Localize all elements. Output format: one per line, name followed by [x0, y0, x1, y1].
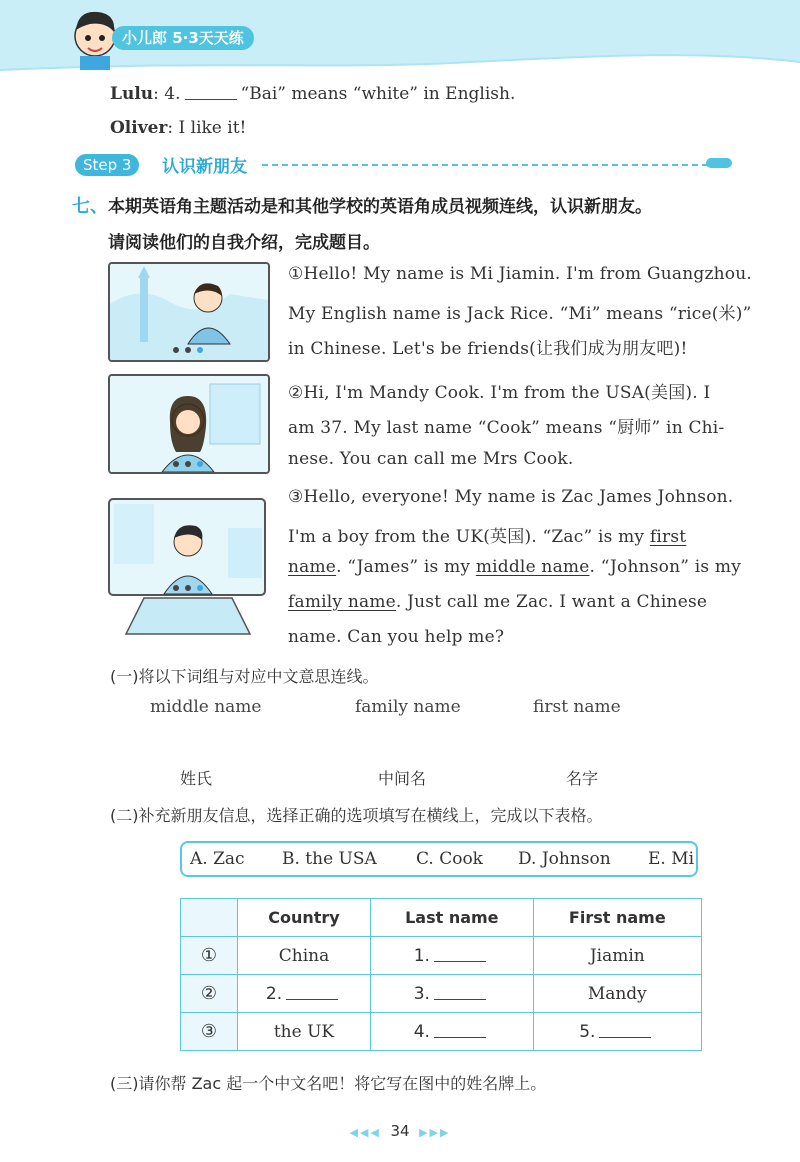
intro-3-text: . Just call me Zac. I want a Chinese	[395, 592, 708, 612]
step-title: 认识新朋友	[162, 157, 247, 177]
cell-first-name: Mandy	[533, 975, 701, 1013]
option-a: A. Zac	[190, 849, 245, 869]
intro-3-line-4	[288, 592, 707, 612]
table-row	[181, 975, 702, 1013]
speaker-lulu: Lulu	[110, 84, 154, 104]
option-d: D. Johnson	[518, 849, 611, 869]
answer-blank-4-table[interactable]	[434, 1036, 486, 1038]
dialog-text-oliver: I like it!	[178, 118, 247, 138]
intro-3-line-3	[288, 557, 741, 577]
pencil-icon	[706, 158, 732, 168]
step-divider	[262, 164, 708, 166]
option-e: E. Mi	[648, 849, 695, 869]
match-meaning-given-name[interactable]: 名字	[566, 769, 599, 788]
page-number-footer	[0, 1122, 800, 1140]
blank-number-1: 1.	[413, 945, 430, 966]
cell-last-name	[370, 1013, 533, 1051]
table-corner	[181, 899, 238, 937]
intro-1-line-1: ①Hello! My name is Mi Jiamin. I'm from Guangzhou.	[288, 264, 752, 284]
intro-2-line-2: am 37. My last name “Cook” means “厨师” in Chi-	[288, 418, 725, 438]
header-last-name: Last name	[370, 899, 533, 937]
blank-number-4: 4.	[164, 84, 181, 104]
page-number: 34	[390, 1122, 410, 1140]
info-table	[180, 898, 702, 1051]
cell-first-name: Jiamin	[533, 937, 701, 975]
table-row	[181, 937, 702, 975]
part1-title: (一)将以下词组与对应中文意思连线。	[110, 667, 379, 686]
blank-number-2: 2.	[265, 983, 283, 1004]
speaker-oliver: Oliver	[110, 118, 168, 138]
right-arrows-icon: ▶▶▶	[419, 1126, 451, 1139]
dialog-text-lulu: “Bai” means “white” in English.	[240, 84, 516, 104]
question-line-1: 本期英语角主题活动是和其他学校的英语角成员视频连线，认识新朋友。	[108, 197, 652, 217]
intro-2-line-1: ②Hi, I'm Mandy Cook. I'm from the USA(美国). I	[288, 383, 711, 403]
table-row	[181, 1013, 702, 1051]
video-call-picture-3	[108, 498, 268, 638]
cell-country	[238, 975, 371, 1013]
intro-3-line-5: name. Can you help me?	[288, 627, 505, 647]
match-meaning-surname[interactable]: 姓氏	[180, 769, 213, 788]
question-line-2: 请阅读他们的自我介绍，完成题目。	[108, 233, 380, 253]
answer-blank-3[interactable]	[434, 998, 486, 1000]
intro-3-text: . “James” is my	[336, 557, 476, 577]
dialog-line-oliver: Oliver: I like it!	[110, 118, 247, 138]
cell-country: China	[238, 937, 371, 975]
left-arrows-icon: ◀◀◀	[349, 1126, 381, 1139]
option-c: C. Cook	[416, 849, 483, 869]
row-mark: ①	[181, 937, 238, 975]
video-call-picture-1	[108, 262, 270, 362]
row-mark: ③	[181, 1013, 238, 1051]
option-b: B. the USA	[282, 849, 377, 869]
intro-2-line-3: nese. You can call me Mrs Cook.	[288, 449, 574, 469]
answer-blank-2[interactable]	[286, 998, 338, 1000]
blank-number-4-table: 4.	[413, 1021, 430, 1042]
question-number: 七、	[72, 196, 108, 217]
row-mark: ②	[181, 975, 238, 1013]
term-name: name	[288, 557, 337, 577]
match-word-first-name[interactable]: first name	[533, 697, 621, 717]
answer-blank-4[interactable]	[185, 98, 237, 100]
header-country: Country	[238, 899, 371, 937]
cell-last-name	[370, 937, 533, 975]
header-first-name: First name	[533, 899, 701, 937]
table-header-row	[181, 899, 702, 937]
match-word-family-name[interactable]: family name	[355, 697, 461, 717]
blank-number-5: 5.	[579, 1021, 596, 1042]
match-word-middle-name[interactable]: middle name	[150, 697, 262, 717]
video-call-picture-2	[108, 374, 270, 474]
term-first: first	[649, 527, 687, 547]
cell-country: the UK	[238, 1013, 371, 1051]
cell-last-name	[370, 975, 533, 1013]
term-family-name: family name	[288, 592, 396, 612]
intro-1-line-2: My English name is Jack Rice. “Mi” means “rice(米)”	[288, 304, 752, 324]
answer-blank-1[interactable]	[434, 960, 486, 962]
match-meaning-middle-name[interactable]: 中间名	[378, 769, 427, 788]
dialog-line-lulu: Lulu: 4. “Bai” means “white” in English.	[110, 84, 516, 104]
intro-3-line-2	[288, 522, 686, 547]
intro-1-line-3: in Chinese. Let's be friends(让我们成为朋友吧)!	[288, 339, 688, 359]
intro-3-text: I'm a boy from the UK(英国). “Zac” is my	[288, 527, 650, 547]
intro-3-line-1: ③Hello, everyone! My name is Zac James Johnson.	[288, 487, 734, 507]
intro-3-text: . “Johnson” is my	[589, 557, 742, 577]
cell-first-name	[533, 1013, 701, 1051]
brand-title: 小儿郎 5·3天天练	[112, 26, 254, 50]
term-middle-name: middle name	[475, 557, 590, 577]
blank-number-3: 3.	[413, 983, 430, 1004]
answer-blank-5[interactable]	[599, 1036, 651, 1038]
part3-title: (三)请你帮 Zac 起一个中文名吧！将它写在图中的姓名牌上。	[110, 1074, 547, 1093]
step-badge: Step 3	[75, 154, 139, 176]
part2-title: (二)补充新朋友信息，选择正确的选项填写在横线上，完成以下表格。	[110, 806, 603, 825]
